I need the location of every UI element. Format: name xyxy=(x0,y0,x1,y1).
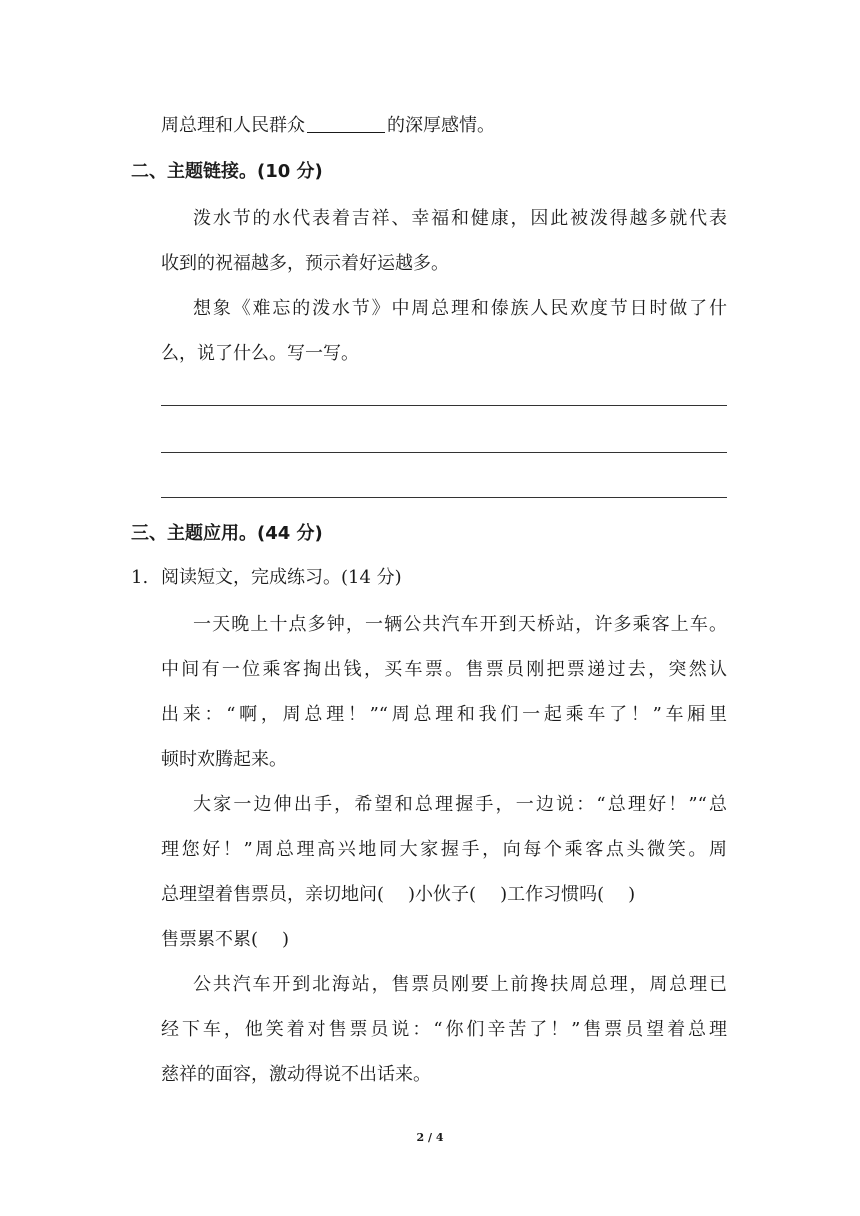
answer-line-3[interactable] xyxy=(161,497,727,498)
passage-p1-line4: 顿时欢腾起来。 xyxy=(161,749,287,770)
passage-p3-line3: 慈祥的面容，激动得说不出话来。 xyxy=(161,1064,431,1085)
section2-para2-line1: 想象《难忘的泼水节》中周总理和傣族人民欢度节日时做了什 xyxy=(193,298,727,319)
section2-para2-line2: 么，说了什么。写一写。 xyxy=(161,343,359,364)
passage-p2-line4: 售票累不累( ) xyxy=(161,929,290,950)
passage-p1-line1: 一天晚上十点多钟，一辆公共汽车开到天桥站，许多乘客上车。 xyxy=(193,614,727,635)
passage-p1-line3: 出来：“啊，周总理！”“周总理和我们一起乘车了！”车厢里 xyxy=(161,704,727,725)
page-number: 2 / 4 xyxy=(416,1131,444,1144)
passage-p3-line2: 经下车，他笑着对售票员说：“你们辛苦了！”售票员望着总理 xyxy=(161,1019,727,1040)
section2-para1-line2: 收到的祝福越多，预示着好运越多。 xyxy=(161,253,449,274)
question1 xyxy=(131,566,402,590)
passage-p2-line1: 大家一边伸出手，希望和总理握手，一边说：“总理好！”“总 xyxy=(193,794,727,815)
question1-number: 1. xyxy=(131,567,149,588)
passage-p2-line2: 理您好！”周总理高兴地同大家握手，向每个乘客点头微笑。周 xyxy=(161,839,727,860)
passage-p2-line3: 总理望着售票员，亲切地问( )小伙子( )工作习惯吗( ) xyxy=(161,884,636,905)
answer-line-1[interactable] xyxy=(161,405,727,406)
continuation-line xyxy=(161,114,495,138)
passage-p1-line2: 中间有一位乘客掏出钱，买车票。售票员刚把票递过去，突然认 xyxy=(161,659,727,680)
fill-blank[interactable] xyxy=(307,114,385,133)
section2-heading: 二、主题链接。(10 分) xyxy=(131,161,323,182)
answer-line-2[interactable] xyxy=(161,452,727,453)
passage-p3-line1: 公共汽车开到北海站，售票员刚要上前搀扶周总理，周总理已 xyxy=(193,974,727,995)
section2-para1-line1: 泼水节的水代表着吉祥、幸福和健康，因此被泼得越多就代表 xyxy=(193,208,727,229)
continuation-before: 周总理和人民群众 xyxy=(161,115,305,136)
section3-heading: 三、主题应用。(44 分) xyxy=(131,523,323,544)
continuation-after: 的深厚感情。 xyxy=(387,115,495,136)
question1-text: 阅读短文，完成练习。(14 分) xyxy=(161,567,402,588)
